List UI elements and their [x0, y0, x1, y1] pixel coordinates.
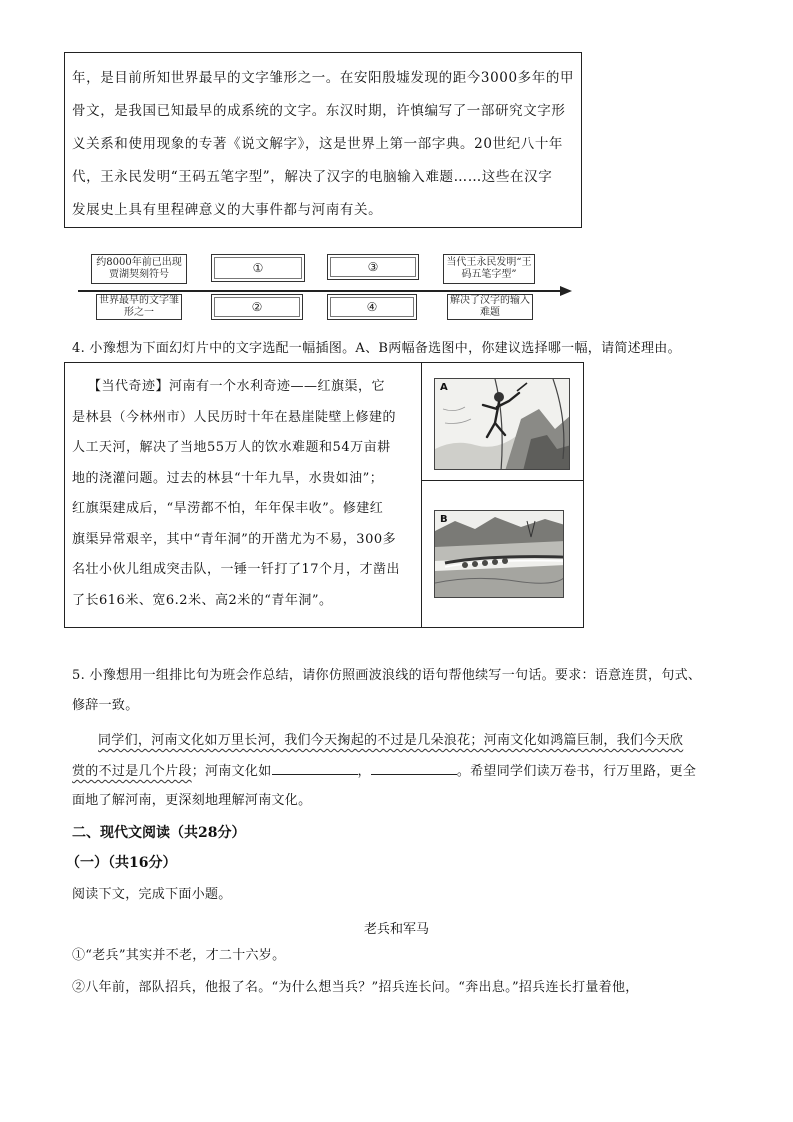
passage-line: 代，王永民发明“王码五笔字型”，解决了汉字的电脑输入难题……这些在汉字 [72, 169, 553, 185]
slide-line: 人工天河，解决了当地55万人的饮水难题和54万亩耕 [72, 440, 391, 455]
wavy-underlined-sentence: 同学们，河南文化如万里长河，我们今天掬起的不过是几朵浪花；河南文化如鸿篇巨制，我们今天欣 [98, 733, 684, 748]
illustration-b-label: B [440, 514, 448, 525]
timeline-box-bottom-3: ④ [327, 294, 417, 320]
passage-line: 骨文，是我国已知最早的成系统的文字。东汉时期，许慎编写了一部研究文字形 [72, 103, 566, 119]
slide-line: 地的浇灌问题。过去的林县“十年九旱，水贵如油”； [72, 470, 384, 486]
slide-line: 是林县（今林州市）人民历时十年在悬崖陡壁上修建的 [72, 409, 397, 425]
q5-example-line3: 面地了解河南，更深刻地理解河南文化。 [72, 793, 312, 808]
slide-text [72, 372, 412, 616]
cliff-worker-illustration [435, 379, 570, 470]
passage-line: 义关系和使用现象的专著《说文解字》，这是世界上第一部字典。20世纪八十年 [72, 136, 564, 152]
illustration-b [434, 510, 564, 598]
section-heading: 二、现代文阅读（共28分） [72, 825, 246, 841]
table-divider-vertical [421, 362, 422, 628]
table-divider-horizontal [421, 480, 584, 481]
article-paragraph-1: ①“老兵”其实并不老，才二十六岁。 [72, 948, 286, 963]
q4-prompt: 4. 小豫想为下面幻灯片中的文字选配一幅插图。A、B两幅备选图中，你建议选择哪一幅，请简述理由。 [72, 341, 681, 356]
q5-prompt-line2: 修辞一致。 [72, 698, 139, 713]
canal-landscape-illustration [435, 511, 564, 598]
timeline-box-top-3: ③ [327, 254, 419, 280]
illustration-a-label: A [440, 382, 448, 393]
slide-line: 红旗渠建成后，“旱涝都不怕，年年保丰收”。修建红 [72, 501, 384, 516]
article-paragraph-2: ②八年前，部队招兵，他报了名。“为什么想当兵？”招兵连长问。“奔出息。”招兵连长打量着他， [72, 980, 639, 995]
answer-blank-1[interactable] [272, 760, 358, 775]
reading-instruction: 阅读下文，完成下面小题。 [72, 887, 232, 902]
timeline-box-bottom-4: 解决了汉字的输入难题 [447, 294, 533, 320]
timeline-box-top-2: ① [211, 254, 305, 282]
q5-line2-end: 。希望同学们读万卷书，行万里路，更全 [456, 764, 697, 779]
timeline-box-top-4: 当代王永民发明“王码五笔字型” [443, 254, 535, 284]
passage-line: 年，是目前所知世界最早的文字雏形之一。在安阳殷墟发现的距今3000多年的甲 [72, 70, 575, 86]
answer-blank-2[interactable] [371, 760, 457, 775]
q5-comma: ， [357, 764, 371, 779]
q5-line2-mid: ；河南文化如 [191, 764, 272, 779]
wavy-underlined-sentence-end: 赏的不过是几个片段 [72, 764, 192, 779]
q5-prompt-line1: 5. 小豫想用一组排比句为班会作总结，请你仿照画波浪线的语句帮他续写一句话。要求：语意连贯，句式、 [72, 668, 702, 683]
q5-example-line2 [72, 760, 782, 784]
timeline-box-bottom-1: 世界最早的文字雏形之一 [96, 294, 182, 320]
passage-line: 发展史上具有里程碑意义的大事件都与河南有关。 [72, 202, 383, 218]
slide-line: 【当代奇迹】河南有一个水利奇迹——红旗渠，它 [88, 379, 386, 394]
subsection-heading: （一）（共16分） [66, 855, 177, 871]
slide-line: 旗渠异常艰辛，其中“青年洞”的开凿尤为不易，300多 [72, 531, 397, 547]
slide-line: 了长616米、宽6.2米、高2米的“青年洞”。 [72, 592, 333, 608]
timeline-box-top-1: 约8000年前已出现贾湖契刻符号 [91, 254, 187, 284]
illustration-a [434, 378, 570, 470]
timeline-box-bottom-2: ② [211, 294, 303, 320]
q5-example-line1 [98, 729, 778, 753]
passage-text [72, 62, 578, 227]
article-title: 老兵和军马 [363, 922, 429, 937]
slide-line: 名壮小伙儿组成突击队，一锤一钎打了17个月，才凿出 [72, 562, 401, 577]
